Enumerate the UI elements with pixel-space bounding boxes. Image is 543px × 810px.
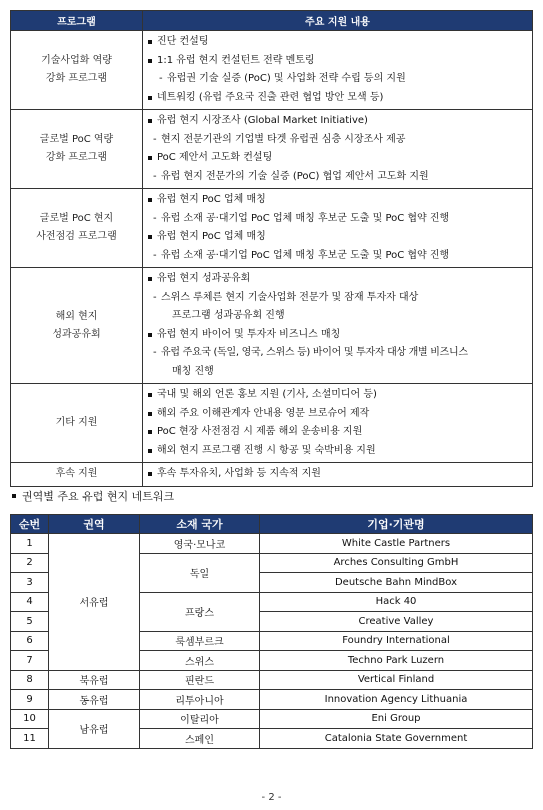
support-item-text: 유럽 현지 전문가의 기술 실증 (PoC) 협업 제안서 고도화 지원: [161, 170, 429, 182]
dash-icon: -: [153, 212, 157, 224]
support-bullet-item: [147, 442, 528, 461]
bullet-square-icon: [148, 59, 152, 63]
region-cell: 동유럽: [49, 690, 140, 710]
program-name-line: 글로벌 PoC 현지: [39, 213, 114, 224]
dash-icon: -: [159, 73, 163, 84]
support-item-text: 현지 전문기관의 기업별 타겟 유럽권 심층 시장조사 제공: [161, 133, 406, 145]
support-content-cell: [143, 110, 533, 189]
row-number-cell: 11: [11, 729, 49, 749]
support-item-text: 유럽 현지 PoC 업체 매칭: [157, 194, 266, 205]
program-name-cell: [11, 110, 143, 189]
row-number-cell: 9: [11, 690, 49, 710]
network-row: [11, 709, 533, 729]
row-number-cell: 1: [11, 534, 49, 554]
program-name-cell: [11, 31, 143, 110]
program-support-table: [10, 10, 533, 487]
support-item-text: PoC 현장 사전점검 시 제품 해외 운송비용 지원: [157, 426, 363, 437]
dash-icon: -: [153, 347, 157, 358]
support-continuation-line: [147, 307, 528, 326]
row-number-cell: 7: [11, 651, 49, 671]
country-cell: 리투아니아: [140, 690, 260, 710]
support-item-text: PoC 제안서 고도화 컨설팅: [157, 152, 273, 163]
dash-icon: -: [153, 133, 157, 145]
no-column-header: 순번: [11, 515, 49, 534]
row-number-cell: 2: [11, 553, 49, 573]
support-sub-item: [147, 344, 528, 363]
support-item-text: 유럽 주요국 (독일, 영국, 스위스 등) 바이어 및 투자자 대상 개별 비즈니스: [161, 347, 468, 358]
support-content-cell: [143, 31, 533, 110]
program-row: [11, 463, 533, 487]
support-bullet-item: [147, 149, 528, 168]
country-cell: 룩셈부르크: [140, 631, 260, 651]
bullet-square-icon: [148, 449, 152, 453]
program-table-header-row: [11, 11, 533, 31]
support-content-cell: [143, 463, 533, 487]
row-number-cell: 10: [11, 709, 49, 729]
program-row: [11, 268, 533, 384]
row-number-cell: 5: [11, 612, 49, 632]
bullet-square-icon: [12, 494, 16, 498]
organization-cell: Catalonia State Government: [260, 729, 533, 749]
support-item-text: 스위스 루체른 현지 기술사업화 전문가 및 잠재 투자자 대상: [161, 291, 419, 303]
support-bullet-item: [147, 52, 528, 71]
network-row: [11, 690, 533, 710]
network-section-heading: [10, 488, 174, 504]
support-bullet-item: [147, 270, 528, 289]
support-item-text: 국내 및 해외 언론 홍보 지원 (기사, 소셜미디어 등): [157, 389, 377, 400]
organization-cell: Hack 40: [260, 592, 533, 612]
support-sub-item: [147, 131, 528, 150]
support-bullet-item: [147, 386, 528, 405]
program-row: [11, 110, 533, 189]
europe-network-table: [10, 514, 533, 749]
dash-icon: -: [153, 291, 157, 303]
organization-cell: Vertical Finland: [260, 670, 533, 690]
program-name-line: 사전점검 프로그램: [36, 231, 117, 242]
organization-cell: Foundry International: [260, 631, 533, 651]
support-sub-item: [147, 168, 528, 187]
support-item-text: 유럽 소재 공·대기업 PoC 업체 매칭 후보군 도출 및 PoC 협약 진행: [161, 212, 450, 224]
program-name-line: 글로벌 PoC 역량: [39, 134, 114, 145]
program-name-line: 해외 현지: [55, 310, 98, 322]
dash-icon: -: [153, 249, 157, 261]
support-item-text: 네트워킹 (유럽 주요국 진출 관련 협업 방안 모색 등): [157, 91, 384, 103]
program-name-line: 기술사업화 역량: [41, 55, 112, 66]
support-item-text: 유럽 현지 성과공유회: [157, 273, 251, 284]
support-sub-item: [147, 289, 528, 308]
program-name-line: 성과공유회: [52, 328, 101, 340]
support-item-text: 유럽권 기술 실증 (PoC) 및 사업화 전략 수립 등의 지원: [167, 73, 406, 84]
support-bullet-item: [147, 405, 528, 424]
support-sub-item: [147, 70, 528, 89]
bullet-square-icon: [148, 277, 152, 281]
org-column-header: 기업·기관명: [260, 515, 533, 534]
country-cell: 스페인: [140, 729, 260, 749]
network-section-title: 권역별 주요 유럽 현지 네트워크: [22, 490, 175, 503]
bullet-square-icon: [148, 156, 152, 160]
bullet-square-icon: [148, 235, 152, 239]
program-name-cell: [11, 189, 143, 268]
region-column-header: 권역: [49, 515, 140, 534]
country-cell: 프랑스: [140, 592, 260, 631]
bullet-square-icon: [148, 198, 152, 202]
support-bullet-item: [147, 89, 528, 108]
support-item-text: 1:1 유럽 현지 컨설턴트 전략 멘토링: [157, 54, 315, 66]
support-item-text: 매칭 진행: [172, 365, 214, 377]
row-number-cell: 8: [11, 670, 49, 690]
organization-cell: Techno Park Luzern: [260, 651, 533, 671]
organization-cell: Innovation Agency Lithuania: [260, 690, 533, 710]
organization-cell: Eni Group: [260, 709, 533, 729]
row-number-cell: 6: [11, 631, 49, 651]
bullet-square-icon: [148, 333, 152, 337]
support-bullet-item: [147, 465, 528, 484]
network-table-header-row: [11, 515, 533, 534]
support-item-text: 프로그램 성과공유회 진행: [172, 310, 285, 321]
program-name-cell: [11, 384, 143, 463]
support-bullet-item: [147, 423, 528, 442]
country-cell: 스위스: [140, 651, 260, 671]
region-cell: 남유럽: [49, 709, 140, 748]
support-sub-item: [147, 210, 528, 229]
program-name-line: 후속 지원: [55, 468, 98, 480]
program-name-cell: [11, 268, 143, 384]
program-row: [11, 384, 533, 463]
support-bullet-item: [147, 191, 528, 210]
bullet-square-icon: [148, 96, 152, 100]
support-item-text: 유럽 소재 공·대기업 PoC 업체 매칭 후보군 도출 및 PoC 협약 진행: [161, 249, 450, 261]
program-name-cell: [11, 463, 143, 487]
page-number: - 2 -: [261, 792, 282, 803]
support-item-text: 진단 컨설팅: [157, 36, 209, 47]
country-column-header: 소재 국가: [140, 515, 260, 534]
country-cell: 독일: [140, 553, 260, 592]
support-item-text: 후속 투자유치, 사업화 등 지속적 지원: [157, 468, 321, 479]
support-item-text: 해외 주요 이해관계자 안내용 영문 브로슈어 제작: [157, 407, 370, 419]
network-row: [11, 534, 533, 554]
country-cell: 이탈리아: [140, 709, 260, 729]
region-cell: 서유럽: [49, 534, 140, 671]
organization-cell: Arches Consulting GmbH: [260, 553, 533, 573]
support-content-cell: [143, 189, 533, 268]
support-item-text: 유럽 현지 바이어 및 투자자 비즈니스 매칭: [157, 328, 341, 340]
bullet-square-icon: [148, 40, 152, 44]
bullet-square-icon: [148, 472, 152, 476]
support-item-text: 해외 현지 프로그램 진행 시 항공 및 숙박비용 지원: [157, 444, 376, 456]
program-row: [11, 31, 533, 110]
organization-cell: Deutsche Bahn MindBox: [260, 573, 533, 593]
program-name-line: 강화 프로그램: [45, 73, 108, 84]
bullet-square-icon: [148, 119, 152, 123]
organization-cell: White Castle Partners: [260, 534, 533, 554]
bullet-square-icon: [148, 430, 152, 434]
support-continuation-line: [147, 363, 528, 382]
country-cell: 영국·모나코: [140, 534, 260, 554]
support-sub-item: [147, 247, 528, 266]
dash-icon: -: [153, 170, 157, 182]
program-name-line: 기타 지원: [55, 417, 98, 428]
support-bullet-item: [147, 228, 528, 247]
bullet-square-icon: [148, 393, 152, 397]
support-item-text: 유럽 현지 PoC 업체 매칭: [157, 231, 266, 242]
row-number-cell: 3: [11, 573, 49, 593]
country-cell: 핀란드: [140, 670, 260, 690]
program-name-line: 강화 프로그램: [45, 152, 108, 163]
bullet-square-icon: [148, 412, 152, 416]
region-cell: 북유럽: [49, 670, 140, 690]
support-item-text: 유럽 현지 시장조사 (Global Market Initiative): [157, 115, 368, 126]
support-bullet-item: [147, 33, 528, 52]
support-content-cell: [143, 384, 533, 463]
support-bullet-item: [147, 326, 528, 345]
support-bullet-item: [147, 112, 528, 131]
row-number-cell: 4: [11, 592, 49, 612]
network-row: [11, 670, 533, 690]
program-column-header: 프로그램: [11, 11, 143, 31]
program-row: [11, 189, 533, 268]
organization-cell: Creative Valley: [260, 612, 533, 632]
support-column-header: 주요 지원 내용: [143, 11, 533, 31]
support-content-cell: [143, 268, 533, 384]
